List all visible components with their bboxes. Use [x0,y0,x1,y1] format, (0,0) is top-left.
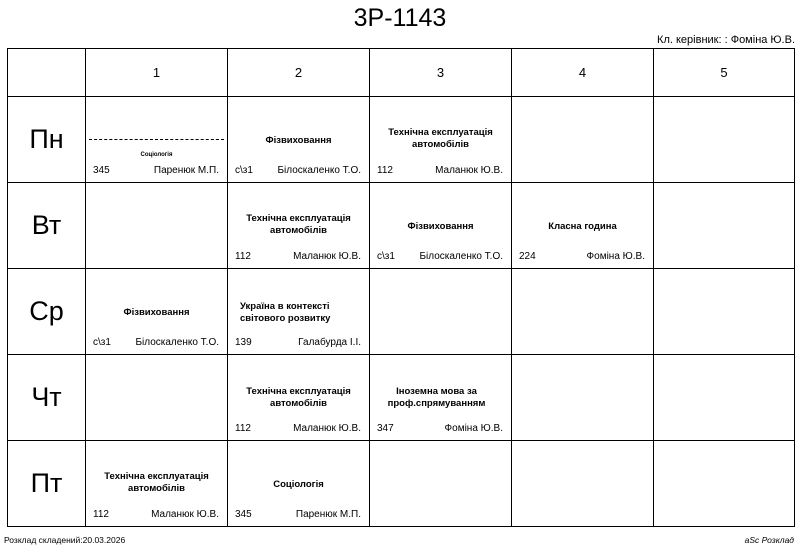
lesson-teacher: Маланюк Ю.В. [293,423,361,434]
empty-cell [512,269,654,355]
empty-cell [370,441,512,527]
lesson-subject: Фізвиховання [265,135,332,146]
lesson-teacher: Фоміна Ю.В. [444,423,503,434]
generated-date: Розклад складений:20.03.2026 [4,535,126,545]
lesson-cell [86,269,228,355]
lesson-teacher: Галабурда І.І. [298,337,361,348]
lesson-teacher: Білоскаленко Т.О. [277,165,361,176]
empty-cell [654,183,795,269]
empty-cell [86,183,228,269]
lesson-teacher: Фоміна Ю.В. [586,251,645,262]
period-header: 1 [86,49,228,97]
lesson-room: 345 [235,509,252,520]
empty-cell [654,355,795,441]
lesson-room: 345 [93,165,110,176]
lesson-cell [228,441,370,527]
app-credit: aSc Розклад [744,535,794,545]
lesson-teacher: Паренюк М.П. [153,165,219,176]
lesson-subject: Україна в контексті світового розвитку [240,301,331,324]
lesson-subject: Технічна експлуатація автомобілів [104,471,209,494]
lesson-subject: Фізвиховання [123,307,190,318]
lesson-teacher: Білоскаленко Т.О. [135,337,219,348]
page-title: 3P-1143 [353,4,447,32]
lesson-cell [228,269,370,355]
lesson-subject: Класна година [548,221,617,232]
lesson-subject: Технічна експлуатація автомобілів [388,127,493,150]
day-header: Пн [8,97,86,183]
split-divider [89,139,224,140]
lesson-teacher: Паренюк М.П. [295,509,361,520]
lesson-room: 112 [235,251,251,262]
lesson-room: с\з1 [235,165,253,176]
day-header: Вт [8,183,86,269]
lesson-cell [228,355,370,441]
empty-cell [370,269,512,355]
period-header: 5 [654,49,795,97]
empty-cell [654,97,795,183]
empty-cell [654,269,795,355]
empty-cell [512,355,654,441]
lesson-room: 224 [519,251,536,262]
lesson-teacher: Маланюк Ю.В. [293,251,361,262]
lesson-teacher: Маланюк Ю.В. [151,509,219,520]
empty-cell [86,355,228,441]
timetable [7,48,795,527]
period-header: 2 [228,49,370,97]
lesson-room: с\з1 [377,251,395,262]
lesson-subject: Фізвиховання [407,221,474,232]
day-header: Ср [8,269,86,355]
empty-cell [512,441,654,527]
lesson-room: с\з1 [93,337,111,348]
lesson-cell [86,441,228,527]
lesson-subject: Соціологія [273,479,324,490]
day-header: Чт [8,355,86,441]
class-teacher: Кл. керівник: : Фоміна Ю.В. [657,34,795,46]
lesson-room: 139 [235,337,252,348]
day-header: Пт [8,441,86,527]
lesson-subject: Технічна експлуатація автомобілів [246,213,351,236]
lesson-room: 112 [93,509,109,520]
lesson-teacher: Білоскаленко Т.О. [419,251,503,262]
lesson-subject: Соціологія [140,152,173,158]
empty-cell [654,441,795,527]
lesson-subject: Технічна експлуатація автомобілів [246,386,351,409]
lesson-room: 112 [377,165,393,176]
lesson-subject: Іноземна мова за проф.спрямуванням [387,386,486,409]
period-header: 4 [512,49,654,97]
lesson-cell [370,97,512,183]
lesson-cell [228,97,370,183]
lesson-cell [370,355,512,441]
period-header: 3 [370,49,512,97]
lesson-cell [512,183,654,269]
empty-cell [512,97,654,183]
lesson-cell [86,97,228,183]
lesson-cell [370,183,512,269]
lesson-cell [228,183,370,269]
lesson-room: 347 [377,423,394,434]
corner-cell [8,49,86,97]
lesson-room: 112 [235,423,251,434]
lesson-teacher: Маланюк Ю.В. [435,165,503,176]
